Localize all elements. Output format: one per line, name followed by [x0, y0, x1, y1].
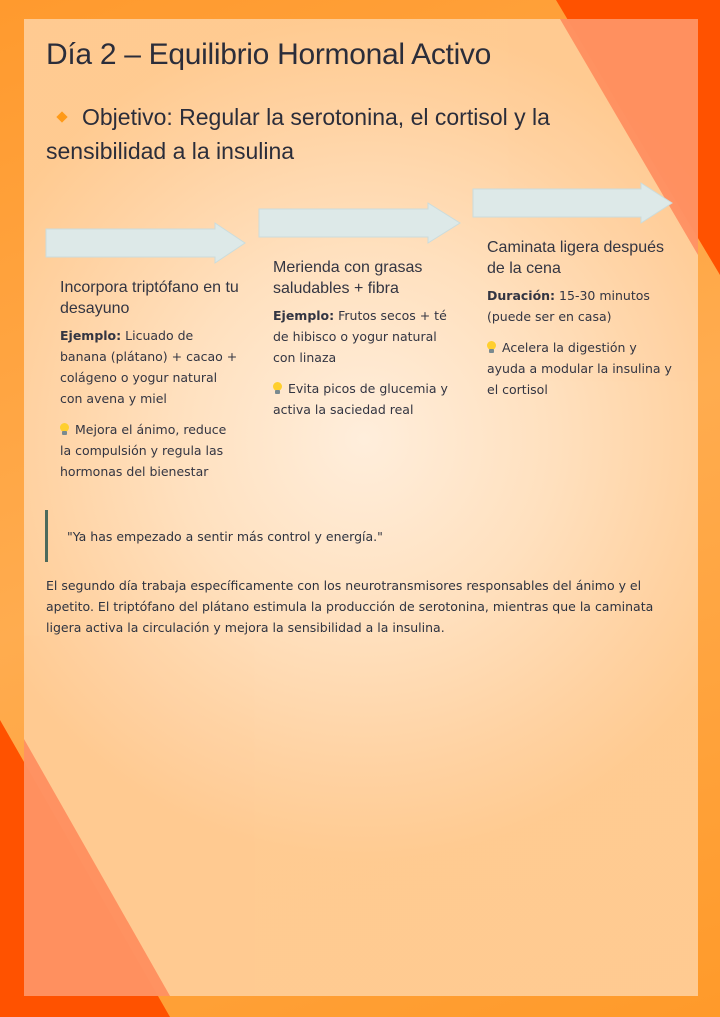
step-2-arrow-icon [258, 202, 462, 244]
step-2-detail-label: Ejemplo: [273, 308, 335, 323]
objective-separator: : [166, 104, 173, 130]
page-title: Día 2 – Equilibrio Hormonal Activo [46, 38, 492, 71]
step-1-title: Incorpora triptófano en tu desayuno [60, 279, 239, 317]
quote-text: "Ya has empezado a sentir más control y energía." [67, 528, 383, 544]
step-1-note-text: Mejora el ánimo, reduce la compulsión y regula las hormonas del bienestar [60, 422, 227, 479]
step-3-note [487, 337, 672, 400]
lightbulb-icon [60, 423, 69, 435]
orange-diamond-icon [56, 111, 67, 122]
step-1-detail-label: Ejemplo: [60, 328, 122, 343]
step-1-note [60, 419, 240, 482]
step-2 [273, 257, 453, 420]
objective-label: Objetivo [82, 104, 167, 130]
objective-line [46, 100, 666, 168]
step-2-note [273, 378, 453, 420]
step-2-detail [273, 305, 453, 368]
step-3-note-text: Acelera la digestión y ayuda a modular la insulina y el cortisol [487, 340, 672, 397]
lightbulb-icon [273, 382, 282, 394]
step-1-arrow-icon [45, 222, 247, 264]
step-1 [60, 277, 240, 482]
step-3-detail-label: Duración: [487, 288, 556, 303]
motivational-quote [45, 510, 645, 562]
step-1-detail-text: Licuado de banana (plátano) + cacao + colágeno o yogur natural con avena y miel [60, 328, 238, 406]
lightbulb-icon [487, 341, 496, 353]
step-2-detail-text: Frutos secos + té de hibisco o yogur natural con linaza [273, 308, 447, 365]
step-3-title: Caminata ligera después de la cena [487, 239, 664, 277]
step-1-detail [60, 325, 240, 409]
step-3-arrow-icon [472, 182, 674, 224]
step-3 [487, 237, 672, 400]
step-3-detail-text: 15-30 minutos (puede ser en casa) [487, 288, 650, 324]
step-2-title: Merienda con grasas saludables + fibra [273, 259, 423, 297]
objective-text: Regular la serotonina, el cortisol y la sensibilidad a la insulina [46, 104, 550, 164]
step-2-note-text: Evita picos de glucemia y activa la saciedad real [273, 381, 448, 417]
step-3-detail [487, 285, 672, 327]
body-paragraph: El segundo día trabaja específicamente con los neurotransmisores responsables del ánimo y el apetito. El triptófano del plátano estimula la producción de serotonina, mientras que la caminata ligera activa la circulación y mejora la sensibilidad a la insulina. [46, 578, 654, 635]
